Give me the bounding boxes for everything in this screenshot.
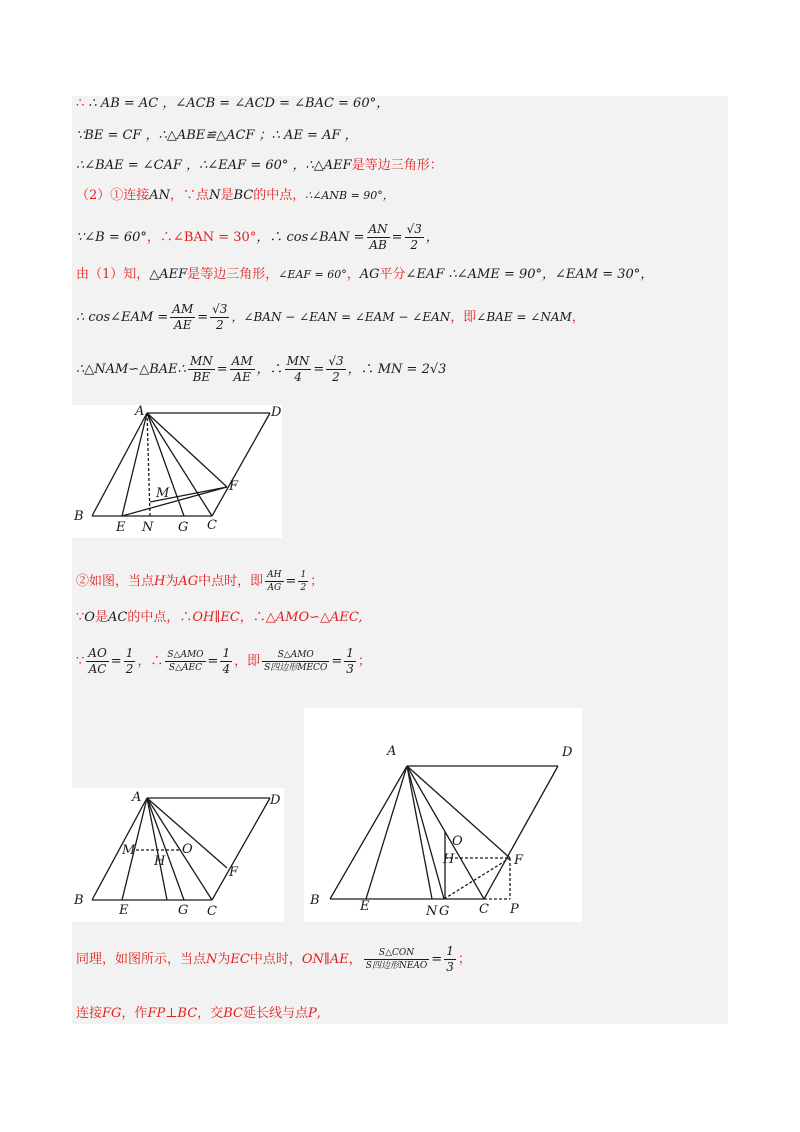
l10-e: 的中点，∴ [127,610,193,625]
l12-num: S△CON [364,947,430,960]
l9-den: AG [267,583,282,593]
l7-d: ∠BAE = ∠NAM [476,310,572,324]
l6-a: 由（1）知， [76,267,150,282]
l11-frac-6 [344,646,356,677]
l13-f: BC [223,1006,243,1021]
l8-b: ∴ [177,362,186,377]
line-9 [76,569,323,594]
f3-label-g: G [439,904,450,919]
figure-1 [72,405,282,538]
l11-num: AO [88,646,107,660]
l11-eq3: = [331,654,343,669]
l9-frac-2 [298,569,308,594]
l4-h: ∴∠ANB = 90°， [305,189,394,202]
l5-den: AB [369,238,387,252]
l7-e: ， [571,310,585,325]
l11-den5: S四边形MECO [264,663,328,673]
l11-frac-3 [165,649,205,674]
f1-label-c: C [207,518,217,533]
l6-d: ∠EAF = 60° [278,268,347,281]
f1-label-d: D [271,405,282,420]
l6-g: 平分 [379,267,406,282]
l9-num: AH [267,570,282,580]
f3-label-p: P [510,902,519,917]
l9-e: 中点时，即 [198,574,264,589]
l10-f: OH∥EC [192,610,240,625]
f2-label-g: G [178,903,189,918]
l9-f: ； [310,574,324,589]
l13-b: FG [102,1006,122,1021]
line-3 [76,159,443,172]
l10-a: ∵ [76,610,85,625]
l12-d: EC [230,952,250,967]
f1-label-m: M [156,486,170,501]
line-8 [76,354,446,385]
l5-eq: = [391,230,403,245]
l7-num: AM [172,302,194,316]
l13-a: 连接 [76,1006,103,1021]
l6-b: △AEF [149,267,188,282]
l12-f: ON∥AE [301,952,349,967]
f3-label-a: A [387,744,397,759]
l7-den: AE [174,318,192,332]
l10-b: O [84,610,95,625]
l9-num2: 1 [300,570,307,580]
f3-label-e: E [360,899,370,914]
f1-label-g: G [178,520,189,535]
l5-den2: 2 [410,238,419,252]
f2-label-c: C [207,904,217,919]
l7-b: ，∠BAN − ∠EAN = ∠EAM − ∠EAN [231,310,451,324]
l8-eq: = [216,362,228,377]
figure-3-svg [304,708,582,922]
l8-frac-3 [285,354,312,385]
l9-b: H [154,574,166,589]
l11-frac-5 [262,649,329,674]
l5-num: AN [368,222,388,236]
f3-label-h: H [443,852,455,867]
l8-num3: MN [286,354,310,368]
l9-eq: = [285,574,297,589]
l13-g: 延长线与点 [242,1006,308,1021]
l11-num4: 1 [222,646,231,660]
line-10 [76,611,363,624]
l6-c: 是等边三角形， [187,267,279,282]
l12-frac-2 [444,944,456,975]
l11-frac-2 [124,646,136,677]
f3-label-c: C [479,902,489,917]
l11-eq2: = [207,654,219,669]
line-2: ∵BE = CF ，∴△ABE≌△ACF ；∴ AE = AF ， [76,128,358,143]
l10-d: AC [107,610,128,625]
l8-frac-1 [188,354,215,385]
line-11 [76,646,371,677]
f2-label-h: H [154,854,166,869]
line-4 [76,189,394,202]
l8-frac-2 [230,354,255,385]
l11-d: ； [357,654,371,669]
l6-i: ，∠EAM = 30°， [542,267,654,282]
l5-frac-1 [367,222,390,253]
l9-c: 为 [165,574,179,589]
l8-num4: √3 [328,354,344,368]
l11-a: ∵ [76,654,85,669]
l5-num2: √3 [406,222,422,236]
l9-a: ②如图，当点 [76,574,155,589]
l12-den2: 3 [446,960,454,974]
l11-den3: S△AEC [168,663,202,673]
line-1: ∴ ∴ AB = AC ，∠ACB = ∠ACD = ∠BAC = 60°， [76,96,390,111]
f2-label-a: A [132,790,142,805]
f3-label-d: D [562,745,573,760]
l4-c: ，∵点 [170,188,210,203]
l11-num3: S△AMO [167,650,204,660]
f3-label-f: F [514,853,524,868]
line-12 [76,944,471,975]
l4-f: BC [233,188,254,203]
f2-edge-dc [212,798,270,900]
l8-num: MN [189,354,213,368]
f2-label-f: F [229,865,239,880]
line-3-red: 是等边三角形： [351,158,443,173]
l11-den6: 3 [346,662,354,676]
f3-edge-dc [484,766,558,899]
l10-c: 是 [94,610,108,625]
f1-label-f: F [229,479,239,494]
line-3-prefix: ∴∠BAE = ∠CAF ，∴∠EAF = 60° ，∴△AEF [76,158,352,173]
f3-ag [407,766,444,899]
l8-den3: 4 [294,370,302,384]
l11-num2: 1 [125,646,134,660]
l8-c: ，∴ [256,362,283,377]
l12-eq: = [431,952,443,967]
f1-edge-dc [212,413,270,516]
figure-2-svg [72,788,284,922]
f1-ae [122,413,147,516]
l13-i: , [316,1006,321,1021]
f1-label-n: N [142,520,154,535]
l5-c: ，∴ cos∠BAN = [256,230,365,245]
line-5 [76,222,439,253]
l8-den: BE [192,370,211,384]
l5-a: ∵∠B = 60° [76,230,147,245]
l11-frac-1 [86,646,109,677]
f3-an [407,766,432,899]
l12-a: 同理，如图所示，当点 [76,952,207,967]
l12-e: 中点时， [249,952,302,967]
l5-frac-2 [405,222,424,253]
l4-a: （2）①连接 [76,188,150,203]
l12-frac-1 [364,947,430,972]
l7-a: ∴ cos∠EAM = [76,310,169,325]
l12-den: S四边形NEAO [365,961,428,971]
l4-g: 的中点， [253,188,306,203]
l7-den2: 2 [215,318,224,332]
l7-c: ，即 [450,310,477,325]
l13-c: ，作 [121,1006,148,1021]
f2-edge-ab [92,798,147,900]
l7-num2: √3 [212,302,228,316]
f3-edge-ab [330,766,407,899]
f2-label-b: B [74,893,84,908]
line-1-text: ∴ AB = AC ，∠ACB = ∠ACD = ∠BAC = 60°， [88,96,390,111]
l9-den2: 2 [300,583,307,593]
l11-den: AC [88,662,107,676]
l12-c: 为 [217,952,231,967]
l4-e: 是 [220,188,234,203]
l8-num2: AM [231,354,253,368]
figure-3 [304,708,582,922]
f1-an-dashed [147,413,150,516]
l11-eq: = [110,654,122,669]
f1-label-e: E [116,520,126,535]
f2-label-m: M [122,843,136,858]
l12-num2: 1 [446,944,454,958]
l11-frac-4 [220,646,232,677]
l11-c: ，即 [234,654,261,669]
l6-h: ∠EAF ∴∠AME = 90° [405,267,543,282]
line-6 [76,268,653,281]
l8-d: ，∴ MN = 2√3 [347,362,447,377]
l13-h: P [307,1006,317,1021]
l10-h: △AMO∽△AEC, [265,610,363,625]
l6-f: AG [359,267,380,282]
figure-2 [72,788,284,922]
l10-g: ，∴ [239,610,266,625]
l4-b: AN [149,188,171,203]
l4-d: N [209,188,221,203]
f1-label-b: B [74,509,84,524]
l12-b: N [206,952,218,967]
f3-label-n: N [426,904,438,919]
f3-label-o: O [452,834,463,849]
l8-eq2: = [313,362,325,377]
l8-frac-4 [326,354,345,385]
line-13 [76,1007,321,1020]
f2-label-d: D [270,793,281,808]
l8-den4: 2 [332,370,340,384]
f1-edge-ab [92,413,147,516]
l12-g: ， [348,952,362,967]
f2-label-o: O [182,842,193,857]
l8-den2: AE [233,370,251,384]
l7-frac-1 [170,302,195,333]
l11-num6: 1 [346,646,354,660]
l13-d: FP⊥BC [147,1006,198,1021]
l7-frac-2 [210,302,229,333]
figure-1-svg [72,405,282,538]
f2-ag [147,798,184,900]
f2-label-e: E [119,903,129,918]
f3-label-b: B [310,893,320,908]
l11-den2: 2 [125,662,134,676]
l9-d: AG [178,574,199,589]
l13-e: ，交 [197,1006,224,1021]
l9-frac-1 [265,569,283,594]
l8-a: ∴△NAM∽△BAE [76,362,178,377]
l5-b: ，∴∠BAN = 30° [146,230,257,245]
l7-eq: = [197,310,209,325]
f3-ae [366,766,407,899]
l12-h: ； [457,952,471,967]
l11-num5: S△AMO [262,649,329,662]
l5-end: ， [425,230,439,245]
l11-b: ，∴ [137,654,164,669]
l6-e: ， [346,267,360,282]
line-7 [76,302,585,333]
f1-label-a: A [135,405,145,419]
l11-den4: 4 [222,662,231,676]
